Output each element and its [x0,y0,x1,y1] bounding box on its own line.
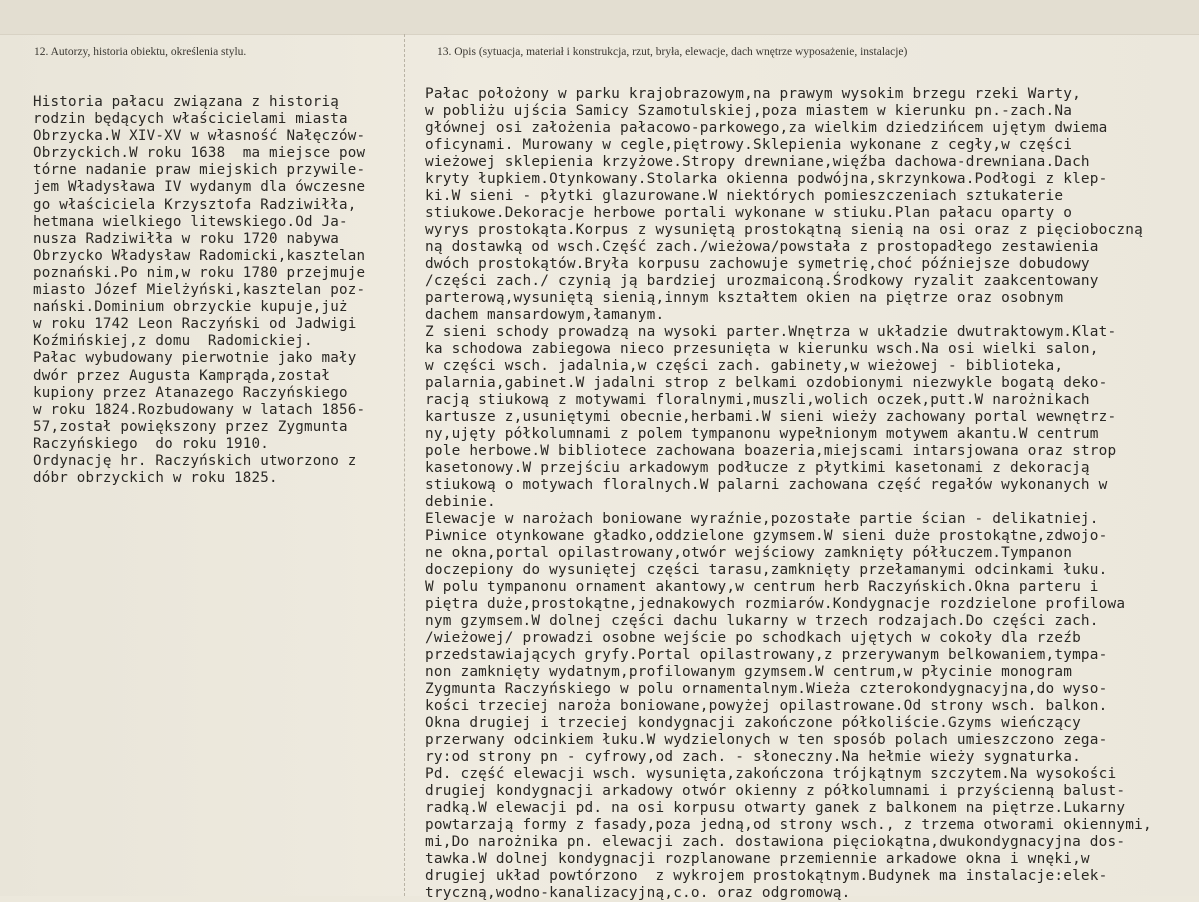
description-line: Zygmunta Raczyńskiego w polu ornamentalnym.Wieża czterokondygnacyjna,do wyso- [425,681,1108,697]
description-line: przedstawiających gryfy.Portal opilastrowany,z przerywanym belkowaniem,tympa- [425,647,1108,663]
description-line: mi,Do narożnika pn. elewacji zach. dostawiona pięciokątna,dwukondygnacyjna dos- [425,834,1126,850]
history-line: w roku 1742 Leon Raczyński od Jadwigi [33,316,357,333]
description-line: piętra duże,prostokątne,jednakowych rozmiarów.Kondygnacje rozdzielone profilowa [425,596,1126,612]
description-line: pole herbowe.W bibliotece zachowana boazeria,miejscami intarsjowana oraz strop [425,443,1117,459]
description-line: doczepiony do wysuniętej części tarasu,zamknięty przełamanymi odcinkami łuku. [425,562,1108,578]
description-line: ną dostawką od wsch.Część zach./wieżowa/powstała z prostopadłego zestawienia [425,239,1099,255]
description-line: Pd. część elewacji wsch. wysunięta,zakończona trójkątnym szczytem.Na wysokości [425,766,1117,782]
description-line: przerwany odcinkiem łuku.W wydzielonych w ten sposób polach umieszczono zega- [425,732,1108,748]
description-line: nym gzymsem.W dolnej części dachu lukarny w trzech rodzajach.Do części zach. [425,613,1099,629]
description-line: głównej osi założenia pałacowo-parkowego,za wielkim dziedzińcem ujętym dwiema [425,120,1108,136]
history-line: jem Władysława IV wydanym dla ówczesne [33,179,366,196]
description-line: /wieżowej/ prowadzi osobne wejście po schodkach ujętych w cokoły dla rzeźb [425,630,1081,646]
description-line: ry:od strony pn - cyfrowy,od zach. - słoneczny.Na hełmie wieży sygnaturka. [425,749,1081,765]
description-line: W polu tympanonu ornament akantowy,w centrum herb Raczyńskich.Okna parteru i [425,579,1099,595]
description-line: Okna drugiej i trzeciej kondygnacji zakończone półkoliście.Gzyms wieńczący [425,715,1081,731]
history-line: Obrzyckich.W roku 1638 ma miejsce pow [33,145,366,162]
history-line: dwór przez Augusta Kamprąda,został [33,367,331,384]
history-line: poznański.Po nim,w roku 1780 przejmuje [33,264,366,281]
description-line: palarnia,gabinet.W jadalni strop z belkami ozdobionymi niezwykle bogatą deko- [425,375,1108,391]
history-line: 57,został powiększony przez Zygmunta [33,418,348,435]
description-line: ka schodowa zabiegowa nieco przesunięta w kierunku wsch.Na osi wielki salon, [425,341,1099,357]
description-line: radką.W elewacji pd. na osi korpusu otwarty ganek z balkonem na piętrze.Lukarny [425,800,1126,816]
description-line: Pałac położony w parku krajobrazowym,na prawym wysokim brzegu rzeki Warty, [425,86,1081,102]
history-line: dóbr obrzyckich w roku 1825. [33,470,278,487]
description-line: Z sieni schody prowadzą na wysoki parter.Wnętrza w układzie dwutraktowym.Klat- [425,324,1117,340]
history-line: go właściciela Krzysztofa Radziwiłła, [33,196,357,213]
description-line: stiukowe.Dekoracje herbowe portali wykonane w stiuku.Plan pałacu oparty o [425,205,1073,221]
column-divider [404,34,405,896]
history-line: kupiony przez Atanazego Raczyńskiego [33,384,348,401]
field-12-header: 12. Autorzy, historia obiektu, określenia stylu. [34,46,247,58]
description-line: kartusze z,usuniętymi obecnie,herbami.W sieni wieży zachowany portal wewnętrz- [425,409,1117,425]
description-line: racją stiukową z motywami floralnymi,muszli,wolich oczek,putt.W narożnikach [425,392,1090,408]
description-line: stiukową o motywach floralnych.W palarni zachowana część regałów wykonanych w [425,477,1108,493]
description-line: oficynami. Murowany w cegle,piętrowy.Sklepienia wykonane z cegły,w części [425,137,1073,153]
description-line: tawka.W dolnej kondygnacji rozplanowane przemiennie arkadowe okna i wnęki,w [425,851,1090,867]
description-line: dachem mansardowym,łamanym. [425,307,665,323]
description-line: kasetonowy.W przejściu arkadowym podłucze z płytkimi kasetonami z dekoracją [425,460,1090,476]
description-line: dwóch prostokątów.Bryła korpusu zachowuje symetrię,choć późniejsze dobudowy [425,256,1090,272]
history-line: Raczyńskiego do roku 1910. [33,435,270,452]
description-line: w pobliżu ujścia Samicy Szamotulskiej,poza miastem w kierunku pn.-zach.Na [425,103,1073,119]
description-text [425,86,1195,902]
history-line: nusza Radziwiłła w roku 1720 nabywa [33,230,339,247]
description-line: parterową,wysuniętą sienią,innym kształtem okien na piętrze oraz osobnym [425,290,1064,306]
description-line: /części zach./ czynią ją bardziej urozmaiconą.Środkowy ryzalit zaakcentowany [425,273,1099,289]
history-line: nański.Dominium obrzyckie kupuje,już [33,299,348,316]
description-line: powtarzają formy z fasady,poza jedną,od strony wsch., z trzema otworami okiennymi, [425,817,1152,833]
description-line: non zamknięty wydatnym,profilowanym gzymsem.W centrum,w płycinie monogram [425,664,1073,680]
history-line: Obrzycko Władysław Radomicki,kasztelan [33,247,366,264]
description-line: wyrys prostokąta.Korpus z wysuniętą prostokątną sienią na osi oraz z pięcioboczną [425,222,1143,238]
history-line: Koźmińskiej,z domu Radomickiej. [33,333,313,350]
description-line: kryty łupkiem.Otynkowany.Stolarka okienna podwójna,skrzynkowa.Podłogi z klep- [425,171,1108,187]
description-line: drugiej kondygnacji arkadowy otwór okienny z półkolumnami i przyścienną balust- [425,783,1126,799]
history-line: Pałac wybudowany pierwotnie jako mały [33,350,357,367]
history-line: Obrzycka.W XIV-XV w własność Nałęczów- [33,128,366,145]
description-line: drugiej układ powtórzono z wykrojem prostokątnym.Budynek ma instalacje:elek- [425,868,1108,884]
description-line: kości trzeciej naroża boniowane,powyżej opilastrowane.Od strony wsch. balkon. [425,698,1108,714]
description-line: Piwnice otynkowane gładko,oddzielone gzymsem.W sieni duże prostokątne,zdwojo- [425,528,1108,544]
description-line: ki.W sieni - płytki glazurowane.W niektórych pomieszczeniach sztukaterie [425,188,1064,204]
history-text [33,94,401,487]
description-line: wieżowej sklepienia krzyżowe.Stropy drewniane,więźba dachowa-drewniana.Dach [425,154,1090,170]
history-line: rodzin będących właścicielami miasta [33,111,348,128]
description-line: ny,ujęty półkolumnami z polem tympanonu wypełnionym motywem akantu.W centrum [425,426,1099,442]
history-line: tórne nadanie praw miejskich przywile- [33,162,366,179]
history-line: Ordynację hr. Raczyńskich utworzono z [33,452,357,469]
scan-top-edge [0,0,1199,35]
description-line: ne okna,portal opilastrowany,otwór wejściowy zamknięty półłuczem.Tympanon [425,545,1073,561]
description-line: debinie. [425,494,496,510]
history-line: Historia pałacu związana z historią [33,94,339,110]
field-13-header: 13. Opis (sytuacja, materiał i konstrukcja, rzut, bryła, elewacje, dach wnętrze wyposażenie, instalacje) [437,46,908,58]
description-line: w części wsch. jadalnia,w części zach. gabinety,w wieżowej - biblioteka, [425,358,1064,374]
history-line: w roku 1824.Rozbudowany w latach 1856- [33,401,366,418]
description-line: Elewacje w narożach boniowane wyraźnie,pozostałe partie ścian - delikatniej. [425,511,1099,527]
history-line: miasto Józef Mielżyński,kasztelan poz- [33,282,366,299]
history-line: hetmana wielkiego litewskiego.Od Ja- [33,213,348,230]
description-line: tryczną,wodno-kanalizacyjną,c.o. oraz odgromową. [425,885,851,901]
